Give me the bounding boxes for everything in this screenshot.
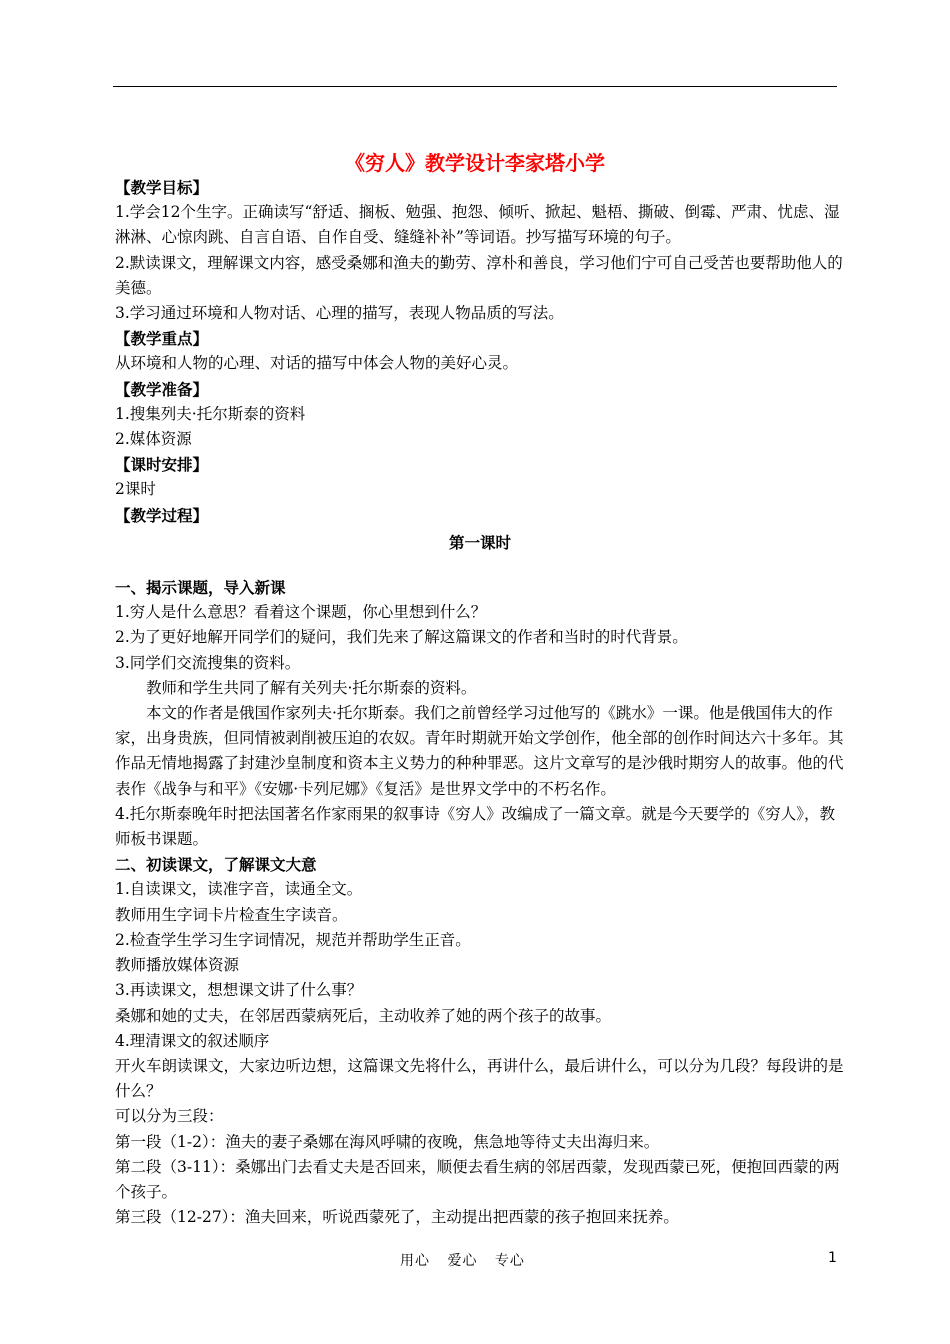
header-rule — [113, 86, 837, 87]
goal-item: 3.学习通过环境和人物对话、心理的描写，表现人物品质的写法。 — [115, 304, 564, 323]
lesson-title: 第一课时 — [448, 532, 511, 552]
document-title: 《穷人》教学设计李家塔小学 — [345, 151, 605, 175]
focus-text: 从环境和人物的心理、对话的描写中体会人物的美好心灵。 — [115, 354, 519, 373]
footer-motto — [400, 1250, 537, 1270]
goal-item: 1.学会12个生字。正确读写“舒适、搁板、勉强、抱怨、倾听、掀起、魁梧、撕破、倒霉、严肃、忧虑、湿淋淋、心惊肉跳、自言自语、自作自受、缝缝补补”等词语。抄写描写环境的句子。 — [115, 203, 840, 247]
prep-heading: 【教学准备】 — [115, 379, 209, 399]
part2-item: 3.再读课文，想想课文讲了什么事？ — [115, 981, 363, 1000]
footer-word: 用心 — [400, 1253, 430, 1269]
process-heading: 【教学过程】 — [115, 505, 209, 525]
part2-item: 2.检查学生学习生字词情况，规范并帮助学生正音。 — [115, 930, 471, 949]
part2-item: 教师用生字词卡片检查生字读音。 — [115, 905, 348, 924]
part1-item: 3.同学们交流搜集的资料。 — [115, 653, 301, 672]
part2-item: 1.自读课文，读准字音，读通全文。 — [115, 880, 363, 899]
schedule-heading: 【课时安排】 — [115, 455, 209, 475]
part2-item: 可以分为三段： — [115, 1107, 224, 1126]
part2-item: 第二段（3-11）：桑娜出门去看丈夫是否回来，顺便去看生病的邻居西蒙，发现西蒙已死，便抱回西蒙的两个孩子。 — [115, 1157, 840, 1201]
part2-item: 开火车朗读课文，大家边听边想，这篇课文先将什么，再讲什么，最后讲什么，可以分为几段？每段讲的是什么？ — [115, 1056, 844, 1101]
part1-item: 4.托尔斯泰晚年时把法国著名作家雨果的叙事诗《穷人》改编成了一篇文章。就是今天要学的《穷人》，教师板书课题。 — [115, 804, 836, 849]
footer-word: 专心 — [494, 1253, 525, 1269]
part1-item: 1.穷人是什么意思？看着这个课题，你心里想到什么？ — [115, 603, 487, 622]
part2-item: 4.理清课文的叙述顺序 — [115, 1031, 270, 1050]
goal-item: 2.默读课文，理解课文内容，感受桑娜和渔夫的勤劳、淳朴和善良，学习他们宁可自己受苦也要帮助他人的美德。 — [115, 253, 843, 297]
document-body — [115, 175, 845, 1230]
part2-item: 桑娜和她的丈夫，在邻居西蒙病死后，主动收养了她的两个孩子的故事。 — [115, 1006, 612, 1025]
prep-item: 2.媒体资源 — [115, 430, 192, 449]
part2-heading: 二、初读课文，了解课文大意 — [115, 855, 317, 875]
part2-item: 教师播放媒体资源 — [115, 956, 240, 975]
part1-heading: 一、揭示课题，导入新课 — [115, 578, 286, 598]
part1-item: 2.为了更好地解开同学们的疑问，我们先来了解这篇课文的作者和当时的时代背景。 — [115, 628, 688, 647]
focus-heading: 【教学重点】 — [115, 329, 209, 349]
goals-heading: 【教学目标】 — [115, 178, 209, 197]
footer-word: 爱心 — [447, 1253, 478, 1269]
part1-paragraph: 教师和学生共同了解有关列夫·托尔斯泰的资料。 — [146, 678, 477, 697]
prep-item: 1.搜集列夫·托尔斯泰的资料 — [115, 404, 306, 423]
page-number: 1 — [828, 1250, 837, 1266]
part2-item: 第三段（12-27）：渔夫回来，听说西蒙死了，主动提出把西蒙的孩子抱回来抚养。 — [115, 1208, 679, 1227]
schedule-text: 2课时 — [115, 480, 156, 499]
part1-paragraph: 本文的作者是俄国作家列夫·托尔斯泰。我们之前曾经学习过他写的《跳水》一课。他是俄国伟大的作家，出身贵族，但同情被剥削被压迫的农奴。青年时期就开始文学创作，他全部的创作时间达六十多年。其作品无情地揭露了封建沙皇制度和资本主义势力的种种罪恶。这片文章写的是沙俄时期穷人的故事。他的代表作《战争与和平》《安娜·卡列尼娜》《复活》是世界文学中的不朽名作。 — [115, 704, 844, 798]
part2-item: 第一段（1-2）：渔夫的妻子桑娜在海风呼啸的夜晚，焦急地等待丈夫出海归来。 — [115, 1132, 660, 1151]
